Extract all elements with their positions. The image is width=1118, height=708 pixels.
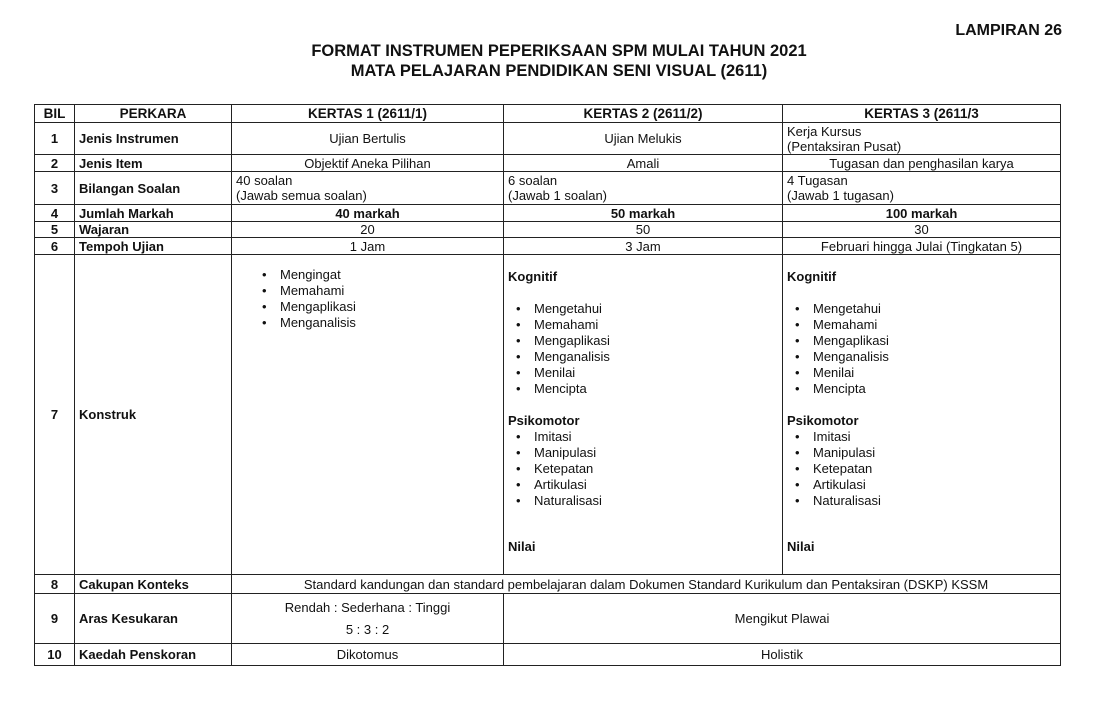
- row-number: 9: [35, 594, 75, 644]
- row-label: Jenis Instrumen: [75, 123, 232, 155]
- cell-kertas3: Tugasan dan penghasilan karya: [783, 155, 1061, 172]
- cell-kertas1: Objektif Aneka Pilihan: [232, 155, 504, 172]
- cell-line: 40 soalan: [236, 173, 293, 188]
- row-label: Wajaran: [75, 222, 232, 238]
- row-number: 6: [35, 238, 75, 255]
- table-row: [35, 575, 1061, 594]
- table-row: [35, 238, 1061, 255]
- cell-kertas2: Amali: [504, 155, 783, 172]
- list-item: • Memahami: [508, 317, 782, 333]
- cell-kertas2: 50: [504, 222, 783, 238]
- cell-kertas1: 20: [232, 222, 504, 238]
- cell-kertas2: [504, 172, 783, 205]
- row-label: Cakupan Konteks: [75, 575, 232, 594]
- cell-line: (Pentaksiran Pusat): [787, 138, 902, 154]
- row-label: Konstruk: [75, 255, 232, 575]
- cell-line: Kerja Kursus: [787, 123, 862, 139]
- cell-cakupan-konteks: Standard kandungan dan standard pembelajaran dalam Dokumen Standard Kurikulum dan Pentaksiran (DSKP) KSSM: [232, 575, 1061, 594]
- col-header-kertas2: KERTAS 2 (2611/2): [504, 105, 783, 123]
- table-row: [35, 155, 1061, 172]
- list-item: • Mengaplikasi: [254, 299, 503, 315]
- cell-kertas2: 50 markah: [504, 205, 783, 222]
- list-item: • Artikulasi: [508, 477, 782, 493]
- row-number: 10: [35, 644, 75, 666]
- psikomotor-list: [787, 429, 1060, 509]
- cell-kertas2-3: Mengikut Plawai: [504, 594, 1061, 644]
- nilai-heading: Nilai: [508, 539, 536, 554]
- list-item: • Imitasi: [508, 429, 782, 445]
- document-title: FORMAT INSTRUMEN PEPERIKSAAN SPM MULAI TAHUN 2021: [311, 42, 807, 60]
- cell-kertas3: [783, 123, 1061, 155]
- kognitif-list: [508, 301, 782, 397]
- nilai-heading: Nilai: [787, 539, 815, 554]
- kognitif-list: [787, 301, 1060, 397]
- cell-kertas1: [232, 594, 504, 644]
- list-item: • Menilai: [787, 365, 1060, 381]
- row-number: 2: [35, 155, 75, 172]
- row-number: 3: [35, 172, 75, 205]
- row-number: 5: [35, 222, 75, 238]
- cell-kertas3-konstruk: [783, 255, 1061, 575]
- row-number: 7: [35, 255, 75, 575]
- table-row: [35, 594, 1061, 644]
- kognitif-heading: Kognitif: [787, 269, 837, 284]
- row-label: Tempoh Ujian: [75, 238, 232, 255]
- exam-format-table: [34, 104, 1061, 666]
- list-item: • Menilai: [508, 365, 782, 381]
- konstruk-list: [254, 267, 503, 331]
- cell-kertas2-konstruk: [504, 255, 783, 575]
- cell-kertas1: [232, 172, 504, 205]
- row-label: Jenis Item: [75, 155, 232, 172]
- cell-kertas1-konstruk: [232, 255, 504, 575]
- cell-kertas1: Dikotomus: [232, 644, 504, 666]
- cell-line: (Jawab 1 tugasan): [787, 188, 894, 203]
- list-item: • Mengaplikasi: [787, 333, 1060, 349]
- list-item: • Menganalisis: [254, 315, 503, 331]
- cell-line: (Jawab 1 soalan): [508, 188, 607, 203]
- list-item: • Memahami: [254, 283, 503, 299]
- cell-line: (Jawab semua soalan): [236, 188, 367, 203]
- cell-kertas1: 40 markah: [232, 205, 504, 222]
- list-item: • Ketepatan: [508, 461, 782, 477]
- table-row: [35, 255, 1061, 575]
- kognitif-heading: Kognitif: [508, 269, 558, 284]
- table-row: [35, 123, 1061, 155]
- col-header-perkara: PERKARA: [75, 105, 232, 123]
- document-subtitle: MATA PELAJARAN PENDIDIKAN SENI VISUAL (2611): [350, 62, 768, 80]
- list-item: • Manipulasi: [787, 445, 1060, 461]
- row-number: 4: [35, 205, 75, 222]
- row-label: Jumlah Markah: [75, 205, 232, 222]
- list-item: • Mengetahui: [787, 301, 1060, 317]
- cell-kertas1: 1 Jam: [232, 238, 504, 255]
- list-item: • Mencipta: [787, 381, 1060, 397]
- cell-kertas2: 3 Jam: [504, 238, 783, 255]
- cell-kertas3: 30: [783, 222, 1061, 238]
- cell-line: 4 Tugasan: [787, 173, 848, 188]
- row-label: Aras Kesukaran: [75, 594, 232, 644]
- lampiran-label: LAMPIRAN 26: [955, 22, 1062, 39]
- list-item: • Ketepatan: [787, 461, 1060, 477]
- table-row: [35, 172, 1061, 205]
- cell-kertas3: [783, 172, 1061, 205]
- cell-line: Rendah : Sederhana : Tinggi: [284, 599, 451, 615]
- cell-kertas2: Ujian Melukis: [504, 123, 783, 155]
- list-item: • Manipulasi: [508, 445, 782, 461]
- table-row: [35, 644, 1061, 666]
- list-item: • Imitasi: [787, 429, 1060, 445]
- table-row: [35, 205, 1061, 222]
- cell-kertas1: Ujian Bertulis: [232, 123, 504, 155]
- psikomotor-heading: Psikomotor: [787, 413, 859, 428]
- cell-line: 6 soalan: [508, 173, 558, 188]
- row-number: 8: [35, 575, 75, 594]
- col-header-kertas1: KERTAS 1 (2611/1): [232, 105, 504, 123]
- list-item: • Naturalisasi: [787, 493, 1060, 509]
- cell-kertas3: 100 markah: [783, 205, 1061, 222]
- col-header-bil: BIL: [35, 105, 75, 123]
- list-item: • Artikulasi: [787, 477, 1060, 493]
- list-item: • Naturalisasi: [508, 493, 782, 509]
- col-header-kertas3: KERTAS 3 (2611/3: [783, 105, 1061, 123]
- list-item: • Memahami: [787, 317, 1060, 333]
- table-row: [35, 222, 1061, 238]
- cell-line: 5 : 3 : 2: [345, 621, 390, 637]
- list-item: • Mencipta: [508, 381, 782, 397]
- psikomotor-list: [508, 429, 782, 509]
- row-label: Kaedah Penskoran: [75, 644, 232, 666]
- list-item: • Menganalisis: [787, 349, 1060, 365]
- list-item: • Mengaplikasi: [508, 333, 782, 349]
- header-row: [35, 105, 1061, 123]
- list-item: • Mengingat: [254, 267, 503, 283]
- psikomotor-heading: Psikomotor: [508, 413, 580, 428]
- row-label: Bilangan Soalan: [75, 172, 232, 205]
- row-number: 1: [35, 123, 75, 155]
- list-item: • Menganalisis: [508, 349, 782, 365]
- list-item: • Mengetahui: [508, 301, 782, 317]
- cell-kertas2-3: Holistik: [504, 644, 1061, 666]
- cell-kertas3: Februari hingga Julai (Tingkatan 5): [783, 238, 1061, 255]
